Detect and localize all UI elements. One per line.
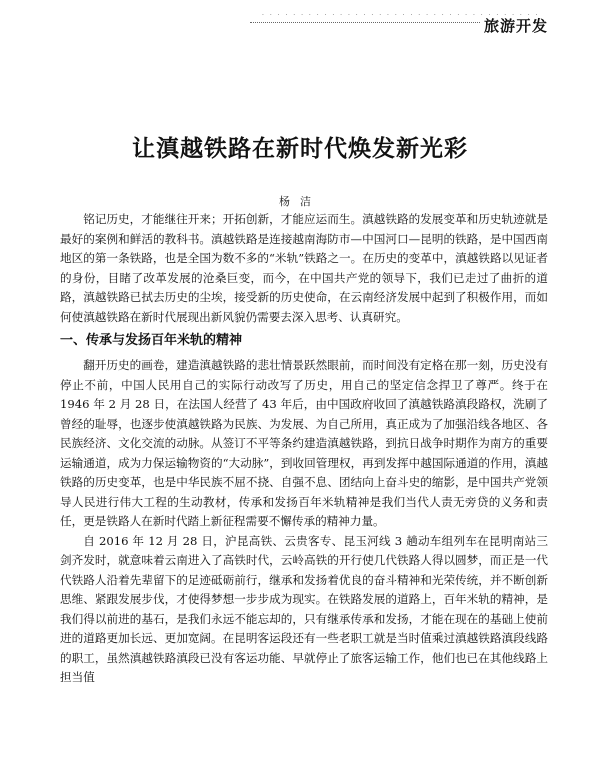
section-label: 旅游开发 <box>484 17 549 35</box>
body-paragraph-1: 翻开历史的画卷，建造滇越铁路的悲壮情景跃然眼前，而时间没有定格在那一刻，历史没有停止不前，中国人民用自己的实际行动改写了历史，用自己的坚定信念捍卫了尊严。终于在 1946 年 2 月 28 日，在法国人经营了 43 年后，由中国政府收回了滇越铁路滇段路权，洗刷了曾经的耻辱，也逐步使滇越铁路为民族、为发展、为自己所用，真正成为了加强沿线各地区、各民族经济、文化交流的动脉。从签订不平等条约建造滇越铁路，到抗日战争时期作为南方的重要运输通道，成为力保运输物资的“大动脉”，到收回管理权，再到发挥中越国际通道的作用，滇越铁路的历史变革，也是中华民族不屈不挠、自强不息、团结向上奋斗史的缩影，是中国共产党领导人民进行伟大工程的生动教材，传承和发扬百年米轨精神是我们当代人责无旁贷的义务和责任，更是铁路人在新时代踏上新征程需要不懈传承的精神力量。 <box>60 358 548 528</box>
body-paragraph-2: 自 2016 年 12 月 28 日，沪昆高铁、云贵客专、昆玉河线 3 趟动车组列车在昆明南站三剑齐发时，就意味着云南进入了高铁时代，云岭高铁的开行使几代铁路人得以圆梦，而正是一代代铁路人沿着先辈留下的足迹砥砺前行，继承和发扬着优良的奋斗精神和光荣传统，并不断创新思维、紧跟发展步伐，才使得梦想一步步成为现实。在铁路发展的道路上，百年米轨的精神，是我们得以前进的基石，是我们永远不能忘却的，只有继承传承和发扬，才能在现在的基础上使前进的道路更加长远、更加宽阔。在昆明客运段还有一些老职工就是当时值乘过滇越铁路滇段线路的职工，虽然滇越铁路滇段已没有客运功能、早就停止了旅客运输工作，他们也已在其他线路上担当值 <box>60 533 548 684</box>
section-heading: 一、传承与发扬百年米轨的精神 <box>60 333 243 348</box>
header-decoration: · · · · · · · · · · · · · · · · · · · · · · · · · · · · · · · · · · · · <box>262 12 540 19</box>
article-title: 让滇越铁路在新时代焕发新光彩 <box>132 136 468 162</box>
article-author: 杨洁 <box>279 195 321 208</box>
header-rule <box>250 22 480 23</box>
article-body <box>60 210 548 688</box>
intro-paragraph: 铭记历史，才能继往开来；开拓创新，才能应运而生。滇越铁路的发展变革和历史轨迹就是最好的案例和鲜活的教科书。滇越铁路是连接越南海防市—中国河口—昆明的铁路，是中国西南地区的第一条铁路，也是全国为数不多的“米轨”铁路之一。在历史的变革中，滇越铁路以见证者的身份，目睹了改革发展的沧桑巨变，而今，在中国共产党的领导下，我们已走过了曲折的道路，滇越铁路已拭去历史的尘埃，接受新的历史使命，在云南经济发展中起到了积极作用，而如何使滇越铁路在新时代展现出新风貌仍需要去深入思考、认真研究。 <box>60 212 548 324</box>
